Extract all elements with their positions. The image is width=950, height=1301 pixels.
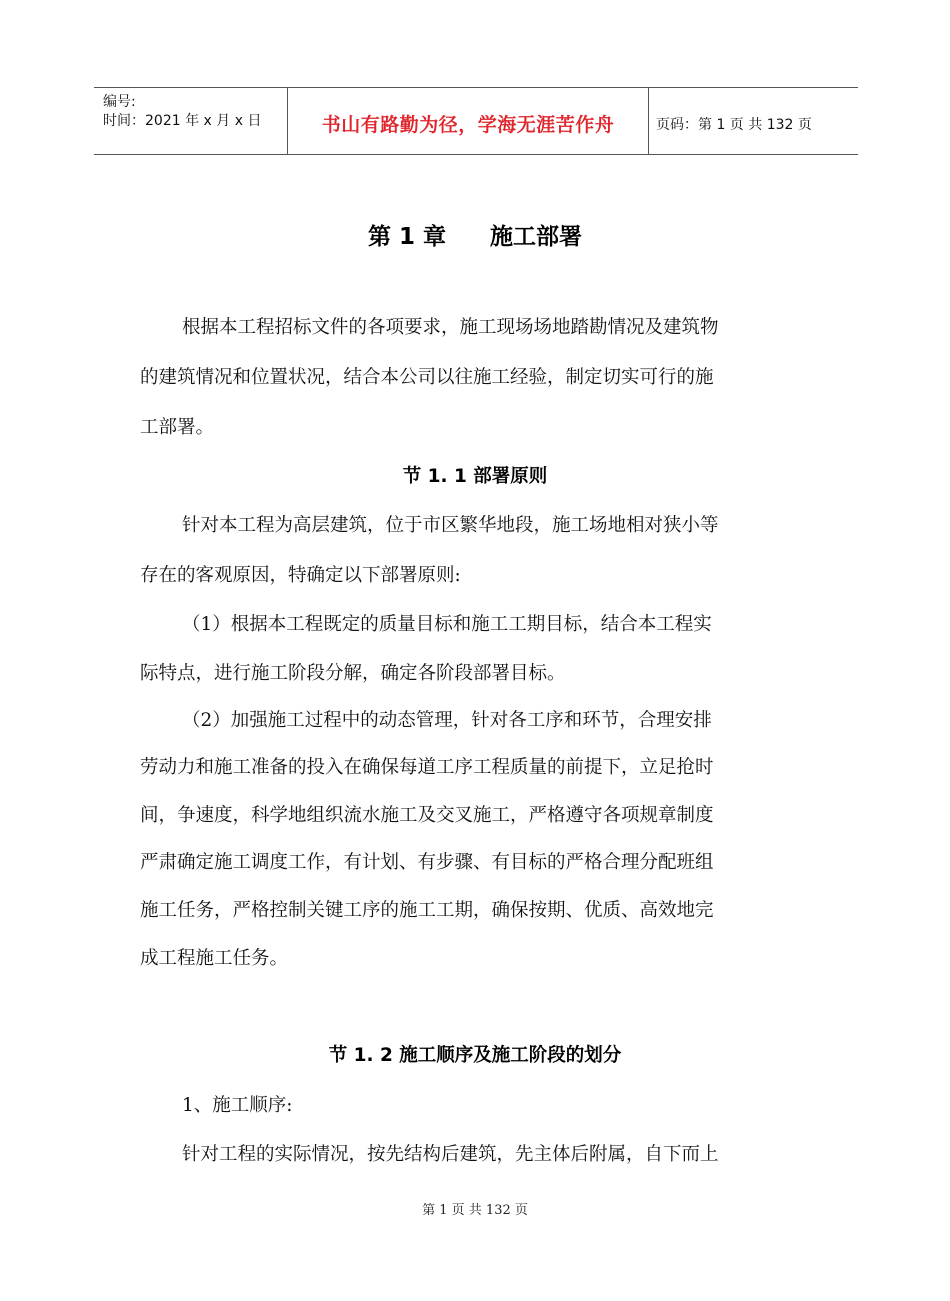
intro-line-1: 根据本工程招标文件的各项要求，施工现场场地踏勘情况及建筑物 xyxy=(182,317,719,338)
s1-p3-line-2: 劳动力和施工准备的投入在确保每道工序工程质量的前提下，立足抢时 xyxy=(140,757,714,778)
chapter-number: 第 1 章 xyxy=(367,224,447,250)
section-1-2-heading: 节 1. 2 施工顺序及施工阶段的划分 xyxy=(328,1045,622,1066)
s1-p1-line-1: 针对本工程为高层建筑，位于市区繁华地段，施工场地相对狭小等 xyxy=(182,515,719,536)
s2-p1-line-1: 针对工程的实际情况，按先结构后建筑，先主体后附属，自下而上 xyxy=(182,1144,719,1165)
s1-p3-line-6: 成工程施工任务。 xyxy=(140,948,289,969)
chapter-name: 施工部署 xyxy=(490,224,583,250)
intro-line-2: 的建筑情况和位置状况，结合本公司以往施工经验，制定切实可行的施 xyxy=(140,367,714,388)
intro-line-3: 工部署。 xyxy=(140,417,215,438)
s1-p3-line-3: 间，争速度，科学地组织流水施工及交叉施工，严格遵守各项规章制度 xyxy=(140,805,714,826)
chapter-title xyxy=(0,218,950,251)
doc-number-label: 编号: xyxy=(103,94,136,110)
document-header xyxy=(94,87,858,155)
s2-item-1: 1、施工顺序: xyxy=(182,1095,293,1116)
slogan-text: 书山有路勤为径，学海无涯苦作舟 xyxy=(321,114,615,136)
header-slogan-cell xyxy=(287,88,649,154)
s1-p3-line-4: 严肃确定施工调度工作，有计划、有步骤、有目标的严格合理分配班组 xyxy=(140,852,714,873)
s1-p2-line-1: （1）根据本工程既定的质量目标和施工工期目标，结合本工程实 xyxy=(182,614,712,635)
s1-p3-line-1: （2）加强施工过程中的动态管理，针对各工序和环节，合理安排 xyxy=(182,710,712,731)
s1-p3-line-5: 施工任务，严格控制关键工序的施工工期，确保按期、优质、高效地完 xyxy=(140,900,714,921)
doc-date: 时间：2021 年 x 月 x 日 xyxy=(103,113,262,129)
s1-p2-line-2: 际特点，进行施工阶段分解，确定各阶段部署目标。 xyxy=(140,663,566,684)
s1-p1-line-2: 存在的客观原因，特确定以下部署原则: xyxy=(140,565,461,586)
header-page-info: 页码：第 1 页 共 132 页 xyxy=(656,117,812,133)
section-1-1-heading: 节 1. 1 部署原则 xyxy=(402,466,548,487)
page-footer: 第 1 页 共 132 页 xyxy=(422,1203,528,1218)
header-meta xyxy=(94,88,287,154)
